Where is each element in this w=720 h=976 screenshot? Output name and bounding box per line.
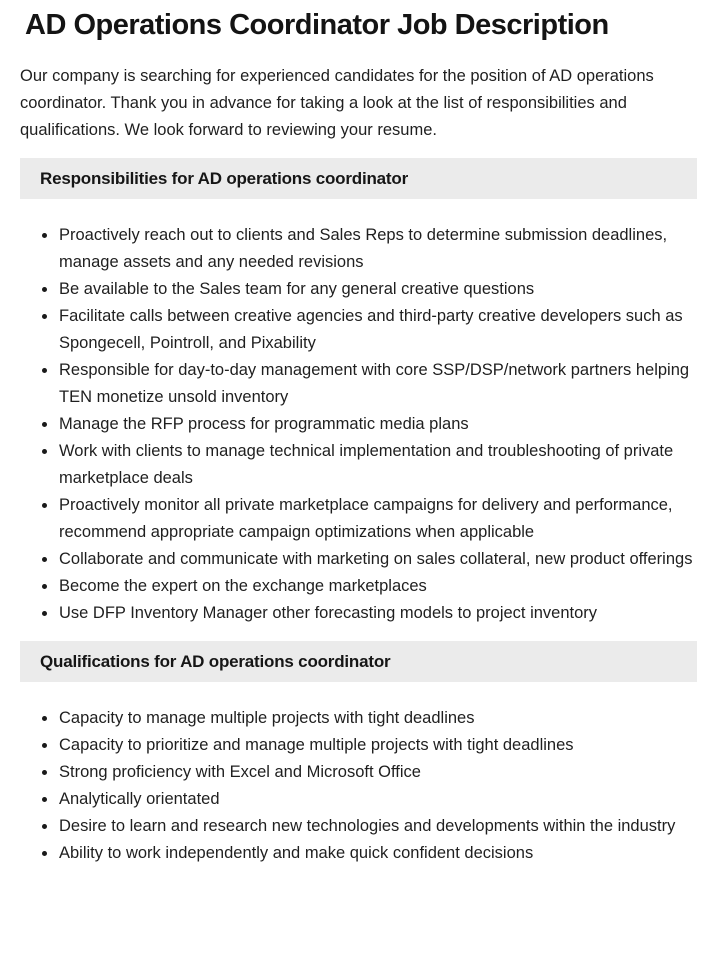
qualifications-heading: Qualifications for AD operations coordinator [20, 641, 697, 682]
qualifications-section [0, 641, 720, 867]
list-item: Analytically orientated [40, 786, 701, 813]
responsibilities-heading: Responsibilities for AD operations coordinator [20, 158, 697, 199]
list-item: Desire to learn and research new technologies and developments within the industry [40, 813, 701, 840]
list-item: Be available to the Sales team for any general creative questions [40, 276, 701, 303]
intro-paragraph: Our company is searching for experienced candidates for the position of AD operations coordinator. Thank you in advance for taking a look at the list of responsibilities and qualifications. We look forward to reviewing your resume. [20, 67, 654, 139]
qualifications-list [0, 682, 720, 867]
list-item: Use DFP Inventory Manager other forecasting models to project inventory [40, 600, 701, 627]
list-item: Proactively monitor all private marketplace campaigns for delivery and performance, recommend appropriate campaign optimizations when applicable [40, 492, 701, 546]
list-item: Proactively reach out to clients and Sales Reps to determine submission deadlines, manage assets and any needed revisions [40, 222, 701, 276]
list-item: Capacity to prioritize and manage multiple projects with tight deadlines [40, 732, 701, 759]
list-item: Ability to work independently and make quick confident decisions [40, 840, 701, 867]
responsibilities-section [0, 158, 720, 627]
list-item: Facilitate calls between creative agencies and third-party creative developers such as Spongecell, Pointroll, and Pixability [40, 303, 701, 357]
list-item: Work with clients to manage technical implementation and troubleshooting of private marketplace deals [40, 438, 701, 492]
list-item: Responsible for day-to-day management with core SSP/DSP/network partners helping TEN monetize unsold inventory [40, 357, 701, 411]
list-item: Become the expert on the exchange marketplaces [40, 573, 701, 600]
list-item: Collaborate and communicate with marketing on sales collateral, new product offerings [40, 546, 701, 573]
list-item: Capacity to manage multiple projects with tight deadlines [40, 705, 701, 732]
page-title: AD Operations Coordinator Job Description [25, 9, 609, 41]
responsibilities-list [0, 199, 720, 627]
list-item: Strong proficiency with Excel and Microsoft Office [40, 759, 701, 786]
list-item: Manage the RFP process for programmatic media plans [40, 411, 701, 438]
